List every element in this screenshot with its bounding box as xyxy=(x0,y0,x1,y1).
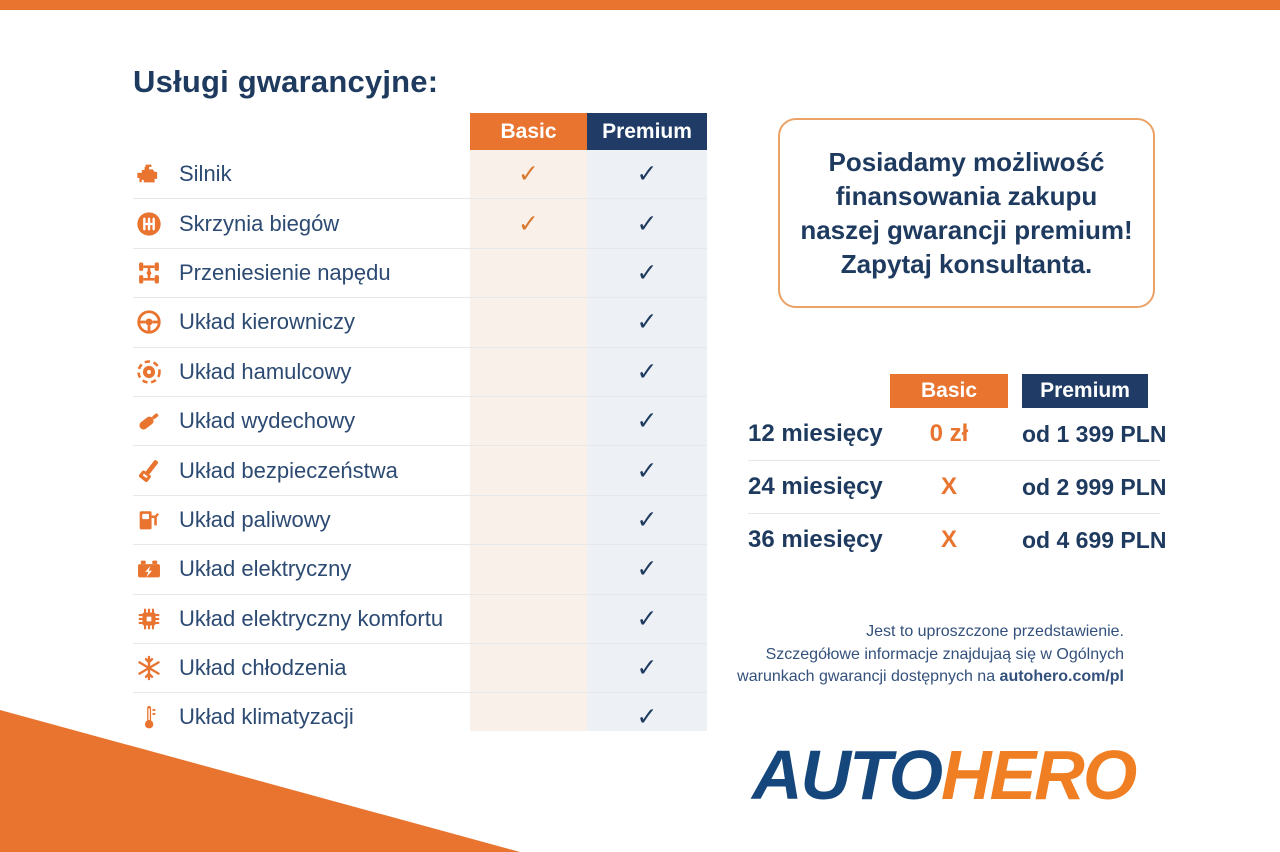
seatbelt-icon xyxy=(135,457,163,485)
financing-promo-box xyxy=(778,118,1155,308)
check-icon: ✓ xyxy=(518,160,539,189)
warranty-row-label: Skrzynia biegów xyxy=(179,210,340,236)
disclaimer-site-url: autohero.com/pl xyxy=(999,668,1124,685)
warranty-row-label: Układ elektryczny xyxy=(179,556,352,582)
premium-check-cell xyxy=(587,307,707,337)
promo-text-line: Zapytaj konsultanta. xyxy=(840,249,1093,279)
check-icon: ✓ xyxy=(636,160,658,189)
premium-check-cell xyxy=(587,406,707,436)
top-accent-bar xyxy=(0,0,1280,10)
warranty-row-label: Układ klimatyzacji xyxy=(179,704,354,730)
pricing-row xyxy=(748,461,1167,514)
premium-check-cell xyxy=(587,505,707,535)
pricing-premium-value: od 1 399 PLN xyxy=(1022,420,1167,447)
warranty-row-label: Układ elektryczny komfortu xyxy=(179,605,444,631)
logo-part-auto: AUTO xyxy=(752,736,942,814)
check-icon: ✓ xyxy=(636,308,658,337)
premium-check-cell xyxy=(587,604,707,634)
pricing-header-basic: Basic xyxy=(890,374,1008,408)
pricing-term: 12 miesięcy xyxy=(748,420,883,447)
warranty-row-label: Układ kierowniczy xyxy=(179,309,356,335)
premium-check-cell xyxy=(587,456,707,486)
premium-check-cell xyxy=(587,702,707,732)
disclaimer-line-2: Szczegółowe informacje znajdujaą się w Ogólnych xyxy=(765,645,1124,663)
premium-check-cell xyxy=(587,554,707,584)
pricing-basic-value: 0 zł xyxy=(929,420,969,447)
check-icon: ✓ xyxy=(636,703,658,732)
pricing-header-premium: Premium xyxy=(1022,374,1148,408)
disclaimer xyxy=(700,621,1124,689)
basic-check-cell xyxy=(470,209,587,239)
warranty-row xyxy=(133,595,707,644)
check-icon: ✓ xyxy=(636,505,658,534)
basic-check-cell xyxy=(470,159,587,189)
promo-text-line: Posiadamy możliwość xyxy=(828,147,1105,177)
exhaust-icon xyxy=(135,407,163,435)
check-icon: ✓ xyxy=(636,555,658,584)
warranty-row xyxy=(133,249,707,298)
page-title: Usługi gwarancyjne: xyxy=(133,64,439,99)
warranty-row-label: Układ paliwowy xyxy=(179,506,331,532)
warranty-table xyxy=(133,150,707,742)
check-icon: ✓ xyxy=(636,407,658,436)
warranty-row-label: Przeniesienie napędu xyxy=(179,259,391,285)
chip-icon xyxy=(135,605,163,633)
pricing-row xyxy=(748,514,1167,566)
promo-text-line: finansowania zakupu xyxy=(835,181,1098,211)
pricing-term: 36 miesięcy xyxy=(748,526,883,553)
premium-check-cell xyxy=(587,357,707,387)
warranty-row xyxy=(133,496,707,545)
warranty-row xyxy=(133,298,707,347)
engine-icon xyxy=(135,160,163,188)
premium-check-cell xyxy=(587,258,707,288)
warranty-row-label: Silnik xyxy=(179,161,232,187)
warranty-header-basic: Basic xyxy=(470,113,587,150)
fuel-pump-icon xyxy=(135,506,163,534)
check-icon: ✓ xyxy=(636,258,658,287)
warranty-row xyxy=(133,199,707,248)
premium-check-cell xyxy=(587,209,707,239)
warranty-row-label: Układ chłodzenia xyxy=(179,655,347,681)
premium-check-cell xyxy=(587,653,707,683)
disclaimer-line-3 xyxy=(700,666,1124,689)
warranty-row-label: Układ hamulcowy xyxy=(179,358,352,384)
corner-triangle xyxy=(0,710,520,852)
check-icon: ✓ xyxy=(636,604,658,633)
premium-check-cell xyxy=(587,159,707,189)
check-icon: ✓ xyxy=(636,654,658,683)
logo-part-hero: HERO xyxy=(941,736,1136,814)
pricing-premium-value: od 4 699 PLN xyxy=(1022,526,1167,553)
warranty-row xyxy=(133,446,707,495)
check-icon: ✓ xyxy=(636,357,658,386)
warranty-row-label: Układ wydechowy xyxy=(179,408,356,434)
pricing-premium-value: od 2 999 PLN xyxy=(1022,473,1167,500)
warranty-row xyxy=(133,644,707,693)
autohero-logo xyxy=(752,736,1182,814)
warranty-row xyxy=(133,348,707,397)
pricing-table xyxy=(748,408,1167,566)
disclaimer-line-1: Jest to uproszczone przedstawienie. xyxy=(866,623,1124,640)
pricing-basic-value: X xyxy=(940,526,957,553)
pricing-basic-value: X xyxy=(940,473,957,500)
pricing-term: 24 miesięcy xyxy=(748,473,883,500)
warranty-row xyxy=(133,397,707,446)
check-icon: ✓ xyxy=(518,209,539,238)
snowflake-icon xyxy=(135,654,163,682)
brake-icon xyxy=(135,358,163,386)
warranty-header-premium: Premium xyxy=(587,113,707,150)
check-icon: ✓ xyxy=(636,209,658,238)
steering-wheel-icon xyxy=(135,308,163,336)
drivetrain-icon xyxy=(135,259,163,287)
warranty-row xyxy=(133,545,707,594)
warranty-row xyxy=(133,150,707,199)
disclaimer-line-3-text: warunkach gwarancji dostępnych na xyxy=(737,668,1000,685)
check-icon: ✓ xyxy=(636,456,658,485)
gearbox-icon xyxy=(135,210,163,238)
pricing-row xyxy=(748,408,1167,461)
warranty-row-label: Układ bezpieczeństwa xyxy=(179,457,398,483)
promo-text-line: naszej gwarancji premium! xyxy=(800,215,1133,245)
battery-icon xyxy=(135,555,163,583)
